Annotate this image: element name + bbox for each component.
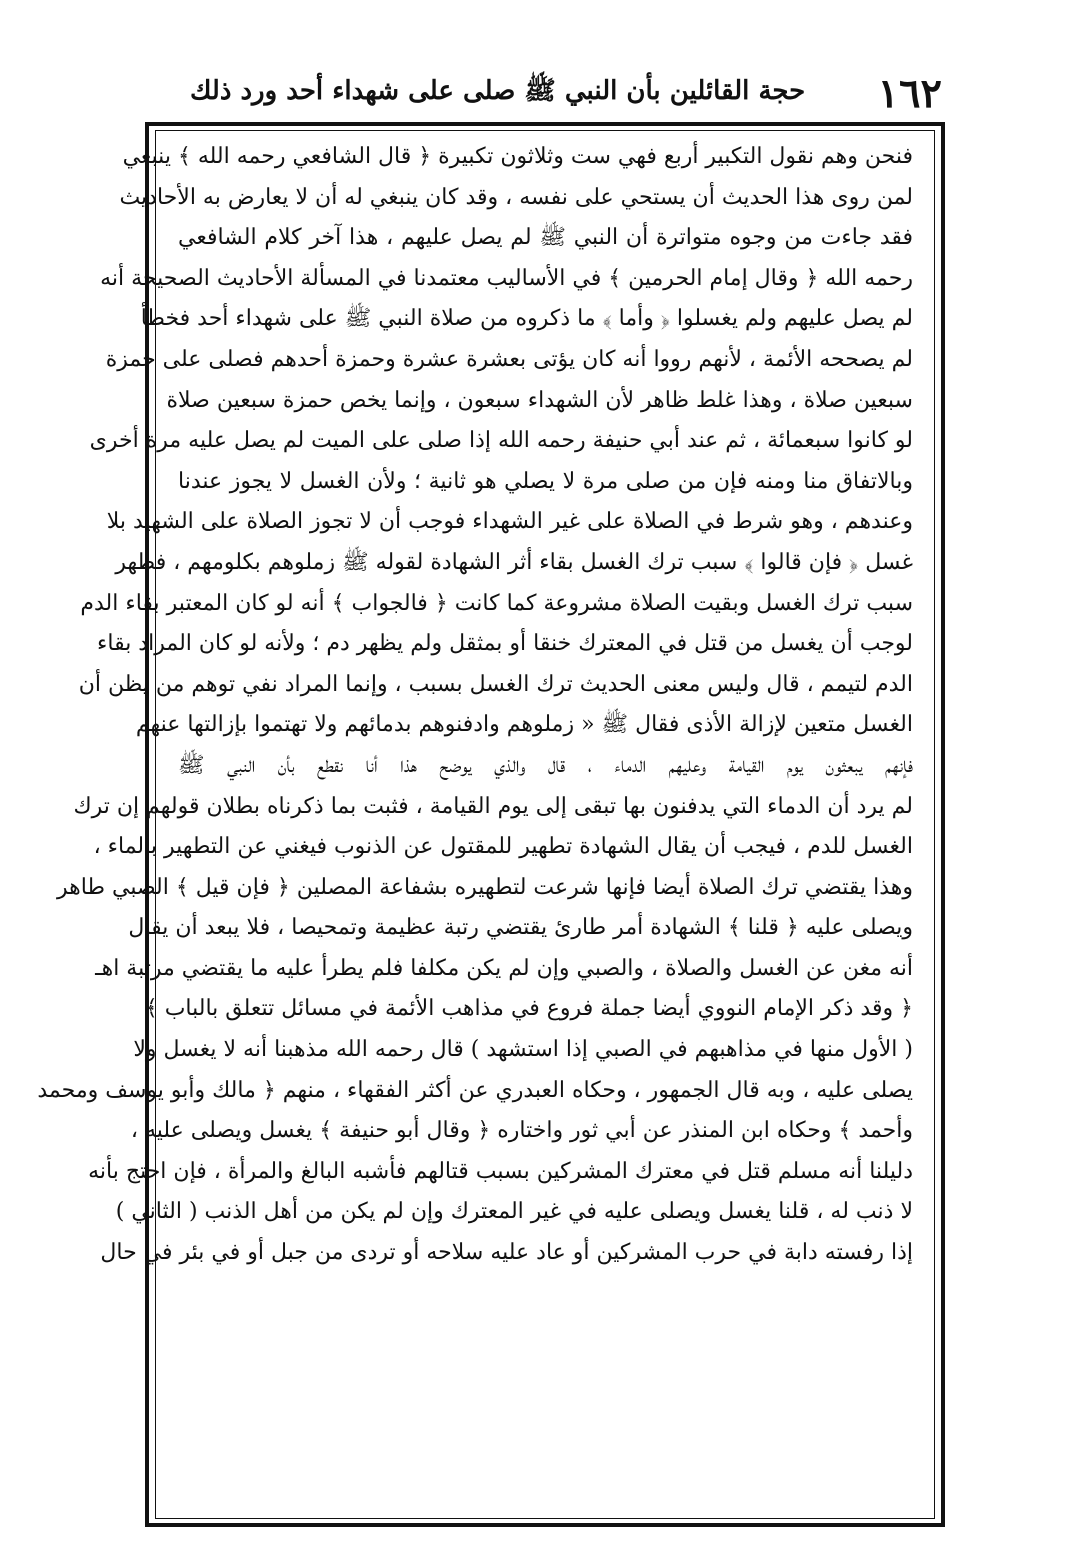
text-line: لمن روى هذا الحديث أن يستحي على نفسه ، وقد كان ينبغي له أن لا يعارض به الأحاديث [119, 184, 913, 210]
text-line: إذا رفسته دابة في حرب المشركين أو عاد عليه سلاحه أو تردى من جبل أو في بئر في حال [100, 1240, 913, 1266]
page-number: ١٦٢ [877, 69, 942, 117]
text-line: فنحن وهم نقول التكبير أربع فهي ست وثلاثون تكبيرة ﴿ قال الشافعي رحمه الله ﴾ ينبغي [122, 144, 913, 169]
text-line: فإنهم يبعثون يوم القيامة وعليهم الدماء ، قال والذي يوضح هذا أنا نقطع بأن النبي ﷺ [178, 752, 913, 778]
text-line: وأحمد ﴾ وحكاه ابن المنذر عن أبي ثور واختاره ﴿ وقال أبو حنيفة ﴾ يغسل ويصلى عليه ، [130, 1118, 913, 1144]
text-line: لا ذنب له ، قلنا يغسل ويصلى عليه في غير المعترك وإن لم يكن من أهل الذنب ( الثاني ) [115, 1199, 913, 1225]
running-head [150, 68, 942, 118]
text-line: وهذا يقتضي ترك الصلاة أيضا فإنها شرعت لتطهيره بشفاعة المصلين ﴿ فإن قيل ﴾ الصبي طاهر [57, 874, 913, 900]
text-line: لم يصل عليهم ولم يغسلوا ﴿ وأما ﴾ ما ذكروه من صلاة النبي ﷺ على شهداء أحد فخطأ [140, 306, 913, 332]
text-line: وبالاتفاق منا ومنه فإن من صلى مرة لا يصلي هو ثانية ؛ ولأن الغسل لا يجوز عندنا [178, 468, 913, 494]
text-line: لو كانوا سبعمائة ، ثم عند أبي حنيفة رحمه الله إذا صلى على الميت لم يصل عليه مرة أخرى [89, 428, 913, 454]
text-line: الغسل للدم ، فيجب أن يقال الشهادة تطهير للمقتول عن الذنوب فيغني عن التطهير بالماء ، [93, 834, 913, 860]
text-line: لم يصححه الأئمة ، لأنهم رووا أنه كان يؤتى بعشرة عشرة وحمزة أحدهم فصلى على حمزة [105, 346, 913, 372]
text-line: لوجب أن يغسل من قتل في المعترك خنقا أو بمثقل ولم يظهر دم ؛ ولأنه لو كان المراد بقاء [97, 631, 913, 657]
text-line: ﴿ وقد ذكر الإمام النووي أيضا جملة فروع في مذاهب الأئمة في مسائل تتعلق بالباب ﴾ [144, 996, 913, 1022]
text-line: ( الأول منها في مذاهبهم في الصبي إذا استشهد ) قال رحمه الله مذهبنا أنه لا يغسل ولا [133, 1037, 913, 1063]
header-title: حجة القائلين بأن النبي ﷺ صلى على شهداء أحد ورد ذلك [190, 76, 806, 106]
text-line: دليلنا أنه مسلم قتل في معترك المشركين بسبب قتالهم فأشبه البالغ والمرأة ، فإن احتج بأنه [88, 1158, 913, 1184]
text-line: الدم لتيمم ، قال وليس معنى الحديث ترك الغسل بسبب ، وإنما المراد نفي توهم من يظن أن [78, 671, 913, 697]
body-text [37, 137, 913, 1517]
text-line: فقد جاءت من وجوه متواترة أن النبي ﷺ لم يصل عليهم ، هذا آخر كلام الشافعي [178, 225, 913, 251]
text-line: ويصلى عليه ﴿ قلنا ﴾ الشهادة أمر طارئ يقتضي رتبة عظيمة وتمحيصا ، فلا يبعد أن يقال [128, 915, 913, 941]
text-line: يصلى عليه ، وبه قال الجمهور ، وحكاه العبدري عن أكثر الفقهاء ، منهم ﴿ مالك وأبو يوسف ومحمد [37, 1077, 913, 1103]
text-line: رحمه الله ﴿ وقال إمام الحرمين ﴾ في الأساليب معتمدنا في المسألة الأحاديث الصحيحة أنه [100, 265, 913, 291]
text-line: غسل ﴿ فإن قالوا ﴾ سبب ترك الغسل بقاء أثر الشهادة لقوله ﷺ زملوهم بكلومهم ، فظهر [115, 549, 913, 575]
text-line: سبعين صلاة ، وهذا غلط ظاهر لأن الشهداء سبعون ، وإنما يخص حمزة سبعين صلاة [166, 387, 913, 413]
text-line: الغسل متعين لإزالة الأذى فقال ﷺ « زملوهم وادفنوهم بدمائهم ولا تهتموا بإزالتها عنهم [135, 712, 913, 738]
text-line: سبب ترك الغسل وبقيت الصلاة مشروعة كما كانت ﴿ فالجواب ﴾ أنه لو كان المعتبر بقاء الدم [80, 590, 913, 616]
text-line: وعندهم ، وهو شرط في الصلاة على غير الشهداء فوجب أن لا تجوز الصلاة على الشهيد بلا [106, 509, 913, 535]
text-line: أنه مغن عن الغسل والصلاة ، والصبي وإن لم يكن مكلفا فلم يطرأ عليه ما يقتضي مرتبة اهـ [95, 955, 913, 981]
text-line: لم يرد أن الدماء التي يدفنون بها تبقى إلى يوم القيامة ، فثبت بما ذكرناه بطلان قولهم إن ترك [73, 793, 913, 819]
